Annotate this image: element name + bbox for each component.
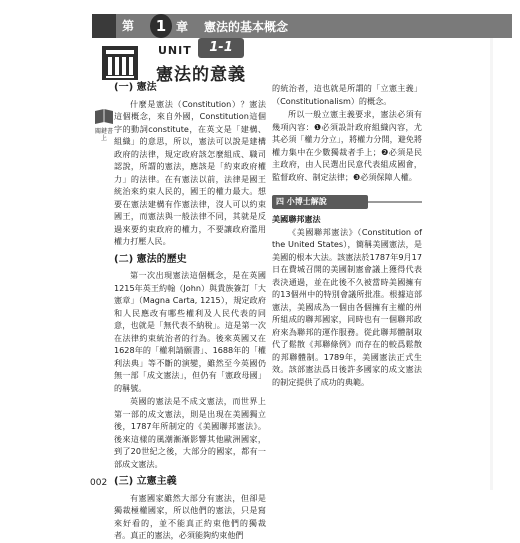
sidebar-box-subheading: 美國聯邦憲法 — [272, 214, 321, 224]
section-paragraph: 什麼是憲法（Constitution）？憲法這個概念，來自外國，Constitution這個字的動詞constitute，在英文是「建構、組織」的意思，所以，憲法可以說是建構政府的法律，規定政府該怎麼組成、職司認說，所謂的憲法，應該是「約束政府權力」的法律。在有憲法以前，法律是國王統治來約束人民的，國王的權力最大。想要在憲法建構有作憲法律，沒人可以約束國王，而憲法與一般法律不同，其就是反過來要約束政府的權力，不要讓政府濫用權力打壓人民。 — [114, 98, 266, 246]
sidebar-box-header — [272, 195, 422, 209]
section-paragraph: 所以一般立憲主義要求，憲法必須有幾項內容：❶必須設計政府組織內容，尤其必須「權力分立」，將權力分開，避免將權力集中在少數獨裁者手上；❷必須是民主政府，由人民選出民意代表組成國會，監督政府、制定法律；❸必須保障人權。 — [272, 109, 422, 182]
chapter-number-badge: 1 — [150, 14, 172, 38]
sidebar-box-rule — [368, 201, 422, 203]
unit-title: 憲法的意義 — [156, 65, 246, 85]
unit-label: UNIT — [158, 44, 192, 57]
chapter-header-bar — [92, 14, 512, 38]
unit-number: 1-1 — [198, 38, 244, 58]
chapter-prefix: 第 — [122, 19, 135, 33]
section-heading-history: (二) 憲法的歷史 — [114, 253, 187, 265]
book-icon — [94, 108, 114, 126]
continued-paragraph: 的統治者，這也就是所謂的「立憲主義」（Constitutionalism）的概念。 — [272, 83, 422, 106]
page-edge-strip — [490, 16, 493, 490]
section-heading-constitution: (一) 憲法 — [114, 82, 157, 93]
section-paragraph: 英國的憲法是不成文憲法，而世界上第一部的成文憲法，則是出現在美國獨立後，1787年所制定的《美國聯邦憲法》。後來這樣的風潮漸漸影響其他歐洲國家，到了20世紀之後，大部分的國家，都有一部成文憲法。 — [114, 396, 266, 469]
building-icon — [100, 44, 140, 82]
chapter-header-accent — [92, 14, 116, 38]
chapter-title: 憲法的基本概念 — [204, 20, 289, 34]
right-column — [272, 82, 422, 389]
section-heading-constitutionalism: (三) 立憲主義 — [114, 476, 177, 487]
section-paragraph: 第一次出現憲法這個概念，是在英國1215年英王約翰（John）與貴族簽訂「大憲章」（Magna Carta, 1215），規定政府和人民應改有哪些權利及人民代表的同意，也就是「無代表不納稅」。這是第一次在法律約束統治者的行為。後來英國又在1628年的「權利請願書」、1688年的「權利法典」等不斷的演變，雖然至今英國仍無一部「成文憲法」，但仍有「憲政母國」的稱號。 — [114, 270, 266, 393]
margin-note: 關鍵書上 — [94, 128, 113, 142]
chapter-suffix: 章 — [176, 20, 189, 34]
page-number: 002 — [90, 478, 108, 488]
section-paragraph: 有憲國家雖然大部分有憲法，但卻是獨裁極權國家，所以他們的憲法，只是寫來好看的，並不能真正約束他們的獨裁者。真正的憲法，必須能夠約束他們 — [114, 492, 266, 540]
left-column — [114, 82, 266, 543]
sidebar-box-tag: 四 小博士解說 — [272, 195, 368, 209]
sidebar-box-paragraph: 《美國聯邦憲法》（Constitution of the United States），簡稱美國憲法，是美國的根本大法。該憲法於1787年9月17日在費城召開的美國制憲會議上獲得代表表決通過，並在此後不久被當時美國擁有的13個州中的特別會議所批准。根據這部憲法，美國成為一個由各個擁有主權的州所組成的聯邦國家，同時也有一個聯邦政府來為聯邦的運作服務。從此聯邦體制取代了鬆散《邦聯條例》而存在的較爲鬆散的邦聯體制。1789年，美國憲法正式生效。該部憲法爲日後許多國家的成文憲法的制定提供了成功的典範。 — [272, 226, 422, 387]
